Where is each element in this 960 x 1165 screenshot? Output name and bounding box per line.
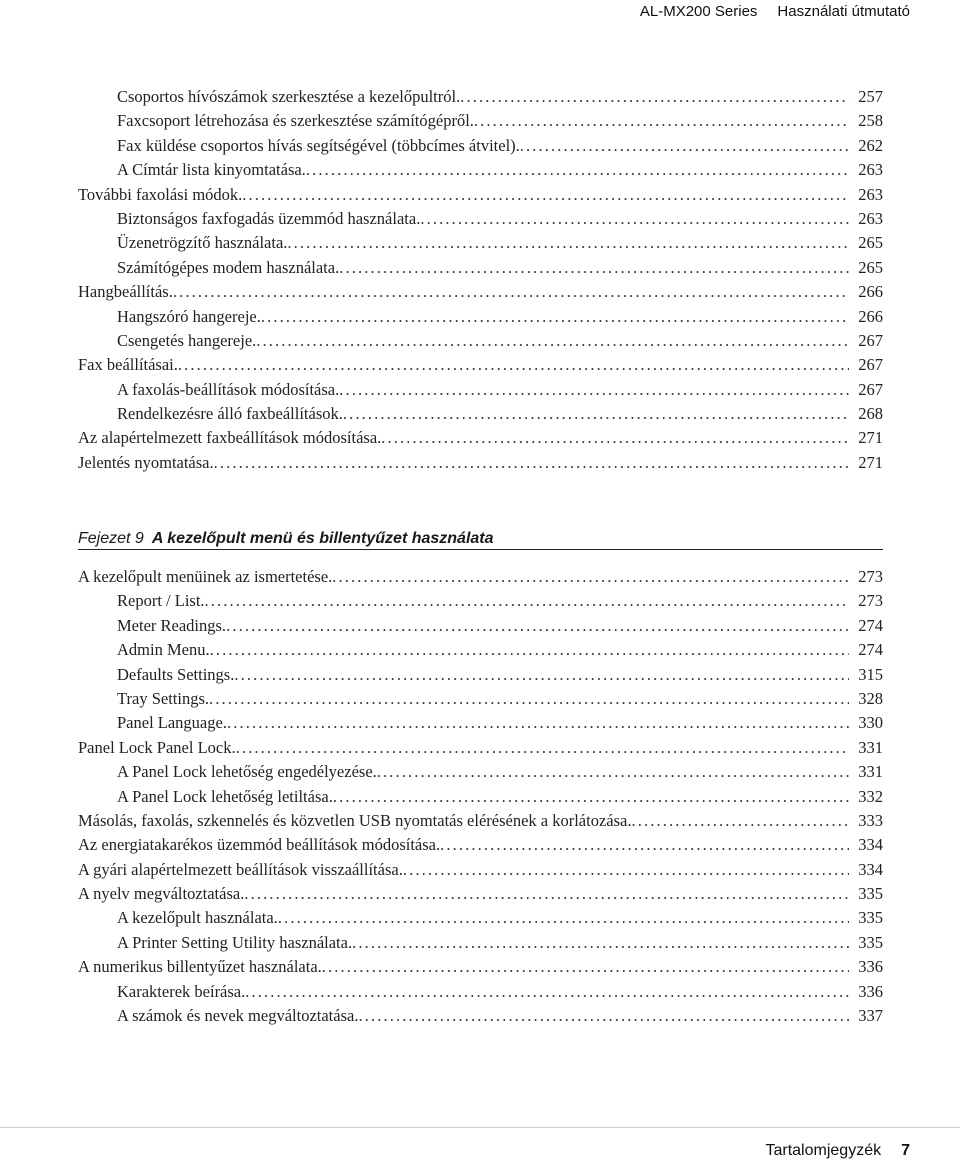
toc-entry[interactable]: [78, 353, 883, 377]
toc-entry-title: Report / List.: [117, 591, 205, 611]
toc-entry-page: 333: [858, 810, 883, 830]
toc-entry-title: A Panel Lock lehetőség engedélyezése.: [117, 762, 377, 782]
toc-entry-title: A kezelőpult használata.: [117, 908, 278, 928]
toc-entry-title: Jelentés nyomtatása.: [78, 452, 214, 472]
toc-entry-title: A Printer Setting Utility használata.: [117, 932, 353, 952]
toc-entry-page: 334: [858, 859, 883, 879]
toc-entry-page: 336: [858, 981, 883, 1001]
toc-entry[interactable]: [78, 882, 883, 906]
toc-entry-title: Másolás, faxolás, szkennelés és közvetlen USB nyomtatás elérésének a korlátozása.: [78, 810, 632, 830]
toc-entry-page: 331: [858, 737, 883, 757]
toc-entry-page: 263: [858, 184, 883, 204]
toc-entry-page: 332: [858, 786, 883, 806]
toc-entry-title: A kezelőpult menüinek az ismertetése.: [78, 567, 333, 586]
toc-entry[interactable]: [78, 736, 883, 760]
toc-dot-leader: [261, 305, 849, 329]
toc-dot-leader: [420, 207, 849, 231]
toc-entry[interactable]: [78, 256, 883, 280]
toc-entry[interactable]: [78, 687, 883, 711]
toc-dot-leader: [173, 280, 849, 304]
toc-entry[interactable]: [78, 785, 883, 809]
toc-entry-title: Üzenetrögzítő használata.: [117, 233, 288, 253]
toc-entry[interactable]: [78, 663, 883, 687]
toc-entry-page: 274: [858, 615, 883, 635]
toc-dot-leader: [205, 589, 849, 613]
toc-entry-title: A számok és nevek megváltoztatása.: [117, 1006, 359, 1026]
toc-entry[interactable]: [78, 183, 883, 207]
toc-entry-title: Tray Settings.: [117, 688, 209, 708]
toc-entry[interactable]: [78, 638, 883, 662]
toc-entry-title: Csengetés hangereje.: [117, 330, 257, 350]
toc-entry[interactable]: [78, 207, 883, 231]
toc-entry[interactable]: [78, 614, 883, 638]
chapter-title: A kezelőpult menü és billentyűzet használata: [151, 530, 494, 547]
toc-entry[interactable]: [78, 833, 883, 857]
toc-entry[interactable]: [78, 329, 883, 353]
toc-entry-title: A gyári alapértelmezett beállítások visszaállítása.: [78, 859, 403, 879]
toc-entry-title: Rendelkezésre álló faxbeállítások.: [117, 404, 343, 424]
toc-entry-page: 258: [858, 111, 883, 131]
toc-entry-page: 271: [858, 428, 883, 448]
toc-entry-title: Fax küldése csoportos hívás segítségével (többcímes átvitel).: [117, 135, 520, 155]
toc-entry-title: A nyelv megváltoztatása.: [78, 884, 245, 904]
toc-dot-leader: [358, 1004, 849, 1028]
toc-dot-leader: [339, 256, 849, 280]
toc-dot-leader: [242, 183, 849, 207]
toc-entry-title: A Panel Lock lehetőség letiltása.: [117, 786, 333, 806]
toc-entry-page: 335: [858, 908, 883, 928]
toc-entry-page: 263: [858, 208, 883, 228]
toc-list-top: [78, 85, 883, 475]
toc-entry-page: 267: [858, 330, 883, 350]
toc-entry[interactable]: [78, 565, 883, 589]
toc-entry-title: Hangszóró hangereje.: [117, 306, 261, 326]
toc-entry-title: A numerikus billentyűzet használata.: [78, 957, 322, 977]
toc-entry-page: 335: [858, 884, 883, 904]
toc-entry[interactable]: [78, 85, 883, 109]
toc-entry-page: 271: [858, 452, 883, 472]
toc-entry[interactable]: [78, 809, 883, 833]
toc-dot-leader: [287, 231, 849, 255]
toc-entry[interactable]: [78, 158, 883, 182]
toc-dot-leader: [352, 931, 849, 955]
toc-entry-page: 273: [858, 567, 883, 586]
toc-entry-title: Panel Language.: [117, 713, 227, 733]
toc-entry[interactable]: [78, 980, 883, 1004]
toc-entry-page: 263: [858, 160, 883, 180]
toc-entry-title: Csoportos hívószámok szerkesztése a kezelőpultról.: [117, 87, 461, 106]
toc-entry-page: 266: [858, 306, 883, 326]
toc-entry-title: Meter Readings.: [117, 615, 227, 635]
toc-entry-page: 336: [858, 957, 883, 977]
toc-dot-leader: [403, 858, 849, 882]
page-header: [640, 0, 910, 22]
toc-dot-leader: [214, 451, 849, 475]
toc-dot-leader: [332, 565, 849, 589]
toc-entry[interactable]: [78, 451, 883, 475]
toc-dot-leader: [440, 833, 849, 857]
toc-entry-page: 265: [858, 233, 883, 253]
toc-dot-leader: [210, 638, 849, 662]
toc-entry[interactable]: [78, 134, 883, 158]
toc-dot-leader: [226, 614, 849, 638]
toc-dot-leader: [227, 711, 849, 735]
toc-entry-title: Az energiatakarékos üzemmód beállítások módosítása.: [78, 835, 441, 855]
toc-entry-page: 267: [858, 355, 883, 375]
toc-dot-leader: [381, 426, 849, 450]
toc-dot-leader: [244, 882, 849, 906]
toc-entry-page: 265: [858, 257, 883, 277]
toc-entry-page: 328: [858, 688, 883, 708]
toc-entry-title: Admin Menu.: [117, 640, 210, 660]
chapter-heading: [78, 524, 883, 550]
toc-dot-leader: [460, 85, 849, 109]
toc-dot-leader: [178, 353, 849, 377]
toc-dot-leader: [234, 663, 849, 687]
toc-entry-title: A faxolás-beállítások módosítása.: [117, 379, 340, 399]
toc-entry-page: 274: [858, 640, 883, 660]
toc-entry-page: 257: [858, 87, 883, 106]
toc-entry-title: Karakterek beírása.: [117, 981, 246, 1001]
toc-entry[interactable]: [78, 280, 883, 304]
toc-entry-title: Panel Lock Panel Lock.: [78, 737, 236, 757]
toc-entry-title: Számítógépes modem használata.: [117, 257, 340, 277]
chapter-label: Fejezet 9: [78, 530, 144, 547]
toc-entry-title: További faxolási módok.: [78, 184, 243, 204]
toc-dot-leader: [278, 906, 849, 930]
toc-entry-title: Biztonságos faxfogadás üzemmód használata.: [117, 208, 421, 228]
toc-entry-title: Az alapértelmezett faxbeállítások módosítása.: [78, 428, 382, 448]
toc-entry[interactable]: [78, 955, 883, 979]
toc-entry[interactable]: [78, 906, 883, 930]
toc-entry-page: 331: [858, 762, 883, 782]
toc-entry-page: 330: [858, 713, 883, 733]
toc-dot-leader: [474, 109, 849, 133]
toc-entry[interactable]: [78, 858, 883, 882]
toc-entry-page: 268: [858, 404, 883, 424]
toc-entry-title: A Címtár lista kinyomtatása.: [117, 160, 306, 180]
footer-divider: [0, 1127, 960, 1128]
toc-entry-title: Defaults Settings.: [117, 664, 235, 684]
toc-entry[interactable]: [78, 760, 883, 784]
header-guide-title: Használati útmutató: [777, 2, 910, 20]
page-footer: [765, 1142, 910, 1160]
toc-dot-leader: [236, 736, 849, 760]
toc-entry[interactable]: [78, 231, 883, 255]
toc-entry-page: 273: [858, 591, 883, 611]
toc-entry-page: 262: [858, 135, 883, 155]
toc-entry[interactable]: [78, 305, 883, 329]
footer-section: Tartalomjegyzék: [765, 1142, 882, 1159]
toc-entry[interactable]: [78, 402, 883, 426]
toc-dot-leader: [333, 785, 849, 809]
toc-entry-page: 334: [858, 835, 883, 855]
toc-entry[interactable]: [78, 931, 883, 955]
toc-entry-page: 315: [858, 664, 883, 684]
toc-list-chapter: [78, 565, 883, 1028]
toc-entry[interactable]: [78, 378, 883, 402]
toc-dot-leader: [339, 378, 849, 402]
toc-entry-title: Hangbeállítás.: [78, 282, 173, 302]
toc-entry-page: 266: [858, 282, 883, 302]
toc-dot-leader: [245, 980, 849, 1004]
toc-entry-title: Faxcsoport létrehozása és szerkesztése számítógépről.: [117, 111, 474, 131]
toc-entry[interactable]: [78, 1004, 883, 1028]
toc-dot-leader: [631, 809, 849, 833]
toc-entry[interactable]: [78, 109, 883, 133]
header-product: AL-MX200 Series: [639, 2, 758, 20]
toc-dot-leader: [322, 955, 849, 979]
toc-dot-leader: [520, 134, 849, 158]
footer-page-number: 7: [901, 1142, 910, 1159]
toc-entry-page: 337: [858, 1006, 883, 1026]
toc-entry-title: Fax beállításai.: [78, 355, 178, 375]
toc-dot-leader: [209, 687, 849, 711]
toc-entry-page: 267: [858, 379, 883, 399]
toc-entry-page: 335: [858, 932, 883, 952]
toc-dot-leader: [377, 760, 849, 784]
toc-entry[interactable]: [78, 589, 883, 613]
toc-entry[interactable]: [78, 426, 883, 450]
toc-entry[interactable]: [78, 711, 883, 735]
toc-dot-leader: [343, 402, 849, 426]
toc-dot-leader: [306, 158, 849, 182]
toc-dot-leader: [256, 329, 849, 353]
